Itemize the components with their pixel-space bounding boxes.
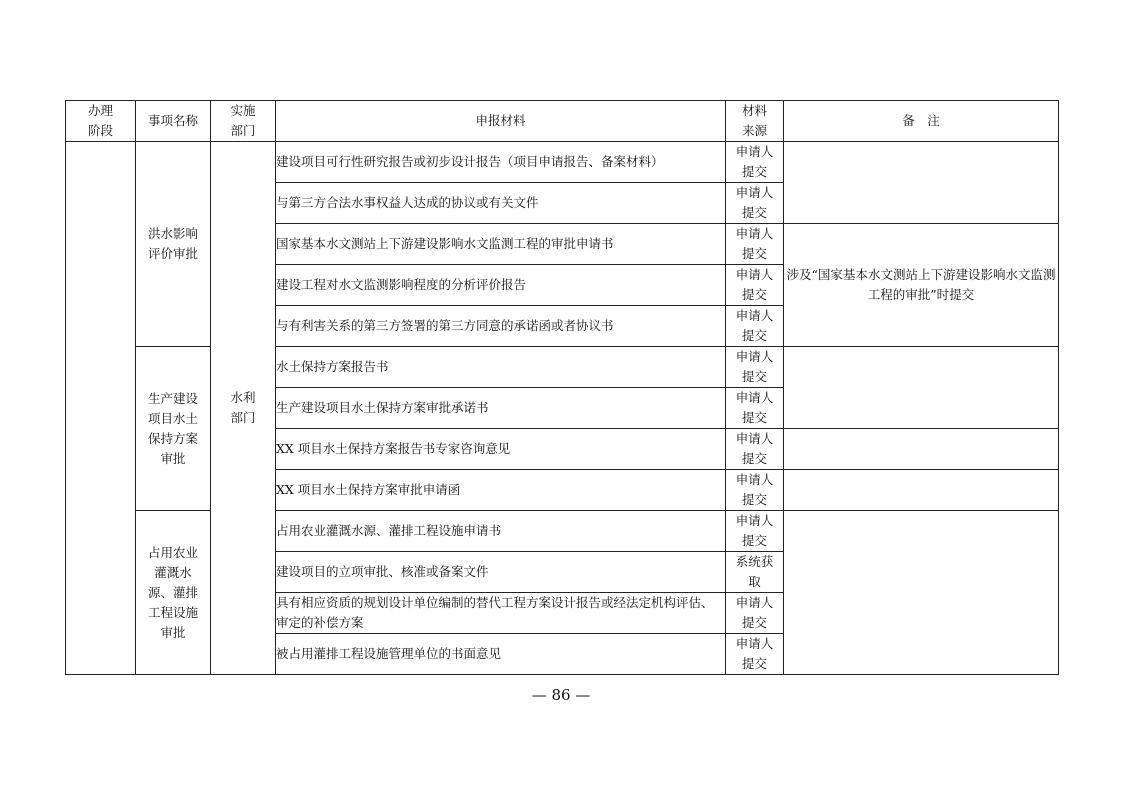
header-department: 实施 部门 — [211, 101, 276, 142]
item-name-cell: 占用农业 灌溉水 源、灌排 工程设施 审批 — [136, 511, 211, 675]
remarks-cell — [784, 347, 1059, 429]
header-row — [66, 101, 1059, 142]
remarks-cell — [784, 470, 1059, 511]
source-cell: 申请人 提交 — [726, 511, 784, 552]
header-source: 材料 来源 — [726, 101, 784, 142]
material-cell: 与有利害关系的第三方签署的第三方同意的承诺函或者协议书 — [276, 306, 726, 347]
material-cell: 占用农业灌溉水源、灌排工程设施申请书 — [276, 511, 726, 552]
header-stage: 办理 阶段 — [66, 101, 136, 142]
material-cell: 与第三方合法水事权益人达成的协议或有关文件 — [276, 183, 726, 224]
header-materials: 申报材料 — [276, 101, 726, 142]
material-cell: 生产建设项目水土保持方案审批承诺书 — [276, 388, 726, 429]
material-cell: XX 项目水土保持方案报告书专家咨询意见 — [276, 429, 726, 470]
source-cell: 申请人 提交 — [726, 470, 784, 511]
stage-cell — [66, 142, 136, 675]
header-remarks: 备 注 — [784, 101, 1059, 142]
remarks-cell — [784, 429, 1059, 470]
source-cell: 系统获 取 — [726, 552, 784, 593]
source-cell: 申请人 提交 — [726, 142, 784, 183]
material-cell: 国家基本水文测站上下游建设影响水文监测工程的审批申请书 — [276, 224, 726, 265]
material-cell: 水土保持方案报告书 — [276, 347, 726, 388]
material-cell: 建设项目的立项审批、核准或备案文件 — [276, 552, 726, 593]
remarks-cell: 涉及“国家基本水文测站上下游建设影响水文监测工程的审批”时提交 — [784, 224, 1059, 347]
source-cell: 申请人 提交 — [726, 347, 784, 388]
material-cell: 建设工程对水文监测影响程度的分析评价报告 — [276, 265, 726, 306]
remarks-cell — [784, 511, 1059, 675]
material-cell: XX 项目水土保持方案审批申请函 — [276, 470, 726, 511]
source-cell: 申请人 提交 — [726, 265, 784, 306]
item-name-cell: 洪水影响 评价审批 — [136, 142, 211, 347]
source-cell: 申请人 提交 — [726, 183, 784, 224]
source-cell: 申请人 提交 — [726, 306, 784, 347]
header-item-name: 事项名称 — [136, 101, 211, 142]
materials-table — [65, 100, 1059, 675]
item-name-cell: 生产建设 项目水土 保持方案 审批 — [136, 347, 211, 511]
department-cell: 水利 部门 — [211, 142, 276, 675]
table-row — [66, 142, 1059, 183]
material-cell: 建设项目可行性研究报告或初步设计报告（项目申请报告、备案材料） — [276, 142, 726, 183]
source-cell: 申请人 提交 — [726, 388, 784, 429]
page-number: — 86 — — [531, 686, 591, 704]
material-cell: 被占用灌排工程设施管理单位的书面意见 — [276, 634, 726, 675]
source-cell: 申请人 提交 — [726, 634, 784, 675]
source-cell: 申请人 提交 — [726, 429, 784, 470]
material-cell: 具有相应资质的规划设计单位编制的替代工程方案设计报告或经法定机构评估、审定的补偿方案 — [276, 593, 726, 634]
remarks-cell — [784, 142, 1059, 224]
source-cell: 申请人 提交 — [726, 593, 784, 634]
source-cell: 申请人 提交 — [726, 224, 784, 265]
